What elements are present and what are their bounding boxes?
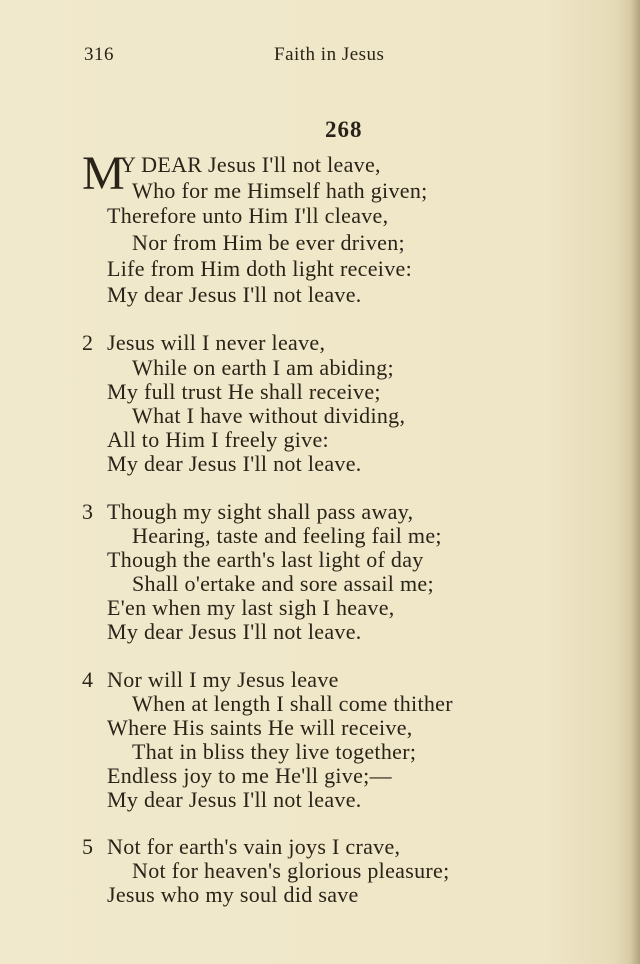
stanza-line: Jesus will I never leave, <box>107 330 326 355</box>
stanza-line: My full trust He shall receive; <box>107 379 381 404</box>
stanza-line: When at length I shall come thither <box>132 691 453 716</box>
stanza-line: What I have without dividing, <box>132 403 406 428</box>
stanza-line: That in bliss they live together; <box>132 739 417 764</box>
stanza-line: Though the earth's last light of day <box>107 547 424 572</box>
stanza-number: 5 <box>82 834 93 859</box>
stanza-number: 2 <box>82 330 93 355</box>
running-title: Faith in Jesus <box>274 44 385 65</box>
drop-cap: M <box>82 147 125 200</box>
stanza-line: Jesus who my soul did save <box>107 882 359 907</box>
stanza-line: Shall o'ertake and sore assail me; <box>132 571 434 596</box>
stanza-number: 3 <box>82 499 93 524</box>
stanza-line: My dear Jesus I'll not leave. <box>107 451 362 476</box>
stanza-line: Life from Him doth light receive: <box>107 256 412 281</box>
stanza-line: My dear Jesus I'll not leave. <box>107 619 362 644</box>
stanza-number: 4 <box>82 667 93 692</box>
stanza-line: My dear Jesus I'll not leave. <box>107 282 362 307</box>
stanza-line: Who for me Himself hath given; <box>132 178 428 203</box>
stanza-line: My dear Jesus I'll not leave. <box>107 787 362 812</box>
hymn-number: 268 <box>325 117 363 142</box>
stanza-line: Where His saints He will receive, <box>107 715 413 740</box>
page-number: 316 <box>84 44 114 65</box>
stanza-line: Not for heaven's glorious pleasure; <box>132 858 450 883</box>
stanza-line: Nor will I my Jesus leave <box>107 667 339 692</box>
stanza-line: Though my sight shall pass away, <box>107 499 414 524</box>
stanza-line: All to Him I freely give: <box>107 427 329 452</box>
stanza-line: While on earth I am abiding; <box>132 355 394 380</box>
stanza-line: Hearing, taste and feeling fail me; <box>132 523 442 548</box>
stanza-line: E'en when my last sigh I heave, <box>107 595 395 620</box>
stanza-line: Not for earth's vain joys I crave, <box>107 834 401 859</box>
stanza-line: Y DEAR Jesus I'll not leave, <box>120 152 381 177</box>
stanza-line: Endless joy to me He'll give;— <box>107 763 392 788</box>
page-header <box>84 44 414 72</box>
page-edge-shadow <box>630 0 640 964</box>
stanza-line: Therefore unto Him I'll cleave, <box>107 203 389 228</box>
stanza-line: Nor from Him be ever driven; <box>132 230 405 255</box>
